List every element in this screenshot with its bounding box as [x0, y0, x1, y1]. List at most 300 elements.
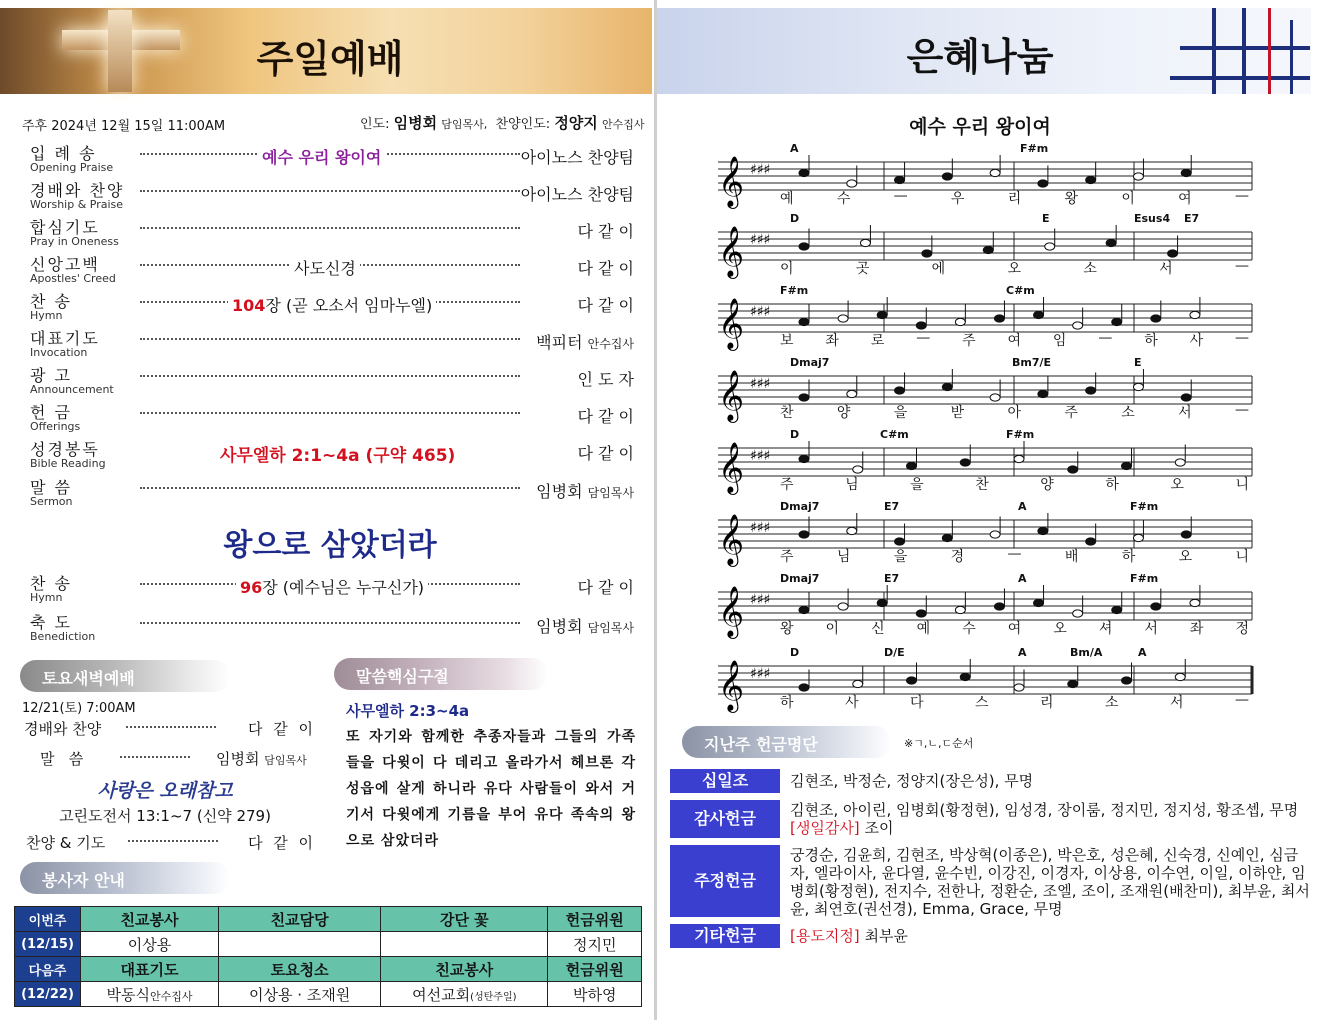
lyric-syllable: —: [1234, 188, 1250, 204]
next-week-date: (12/22): [15, 982, 81, 1007]
deco-line-red: [1268, 8, 1271, 94]
music-note: [960, 459, 970, 466]
lyric-syllable: 소: [1121, 405, 1136, 421]
praise-label: 찬양인도:: [495, 117, 551, 132]
order-ko: 입 례 송: [30, 144, 97, 163]
order-right: 다 같 이: [577, 296, 634, 315]
lyric-syllable: 로: [870, 333, 886, 349]
lyric-syllable: —: [916, 330, 932, 346]
dawn-row2-label: 말 씀: [40, 750, 84, 768]
music-note: [1175, 459, 1185, 466]
order-ko: 말 씀: [30, 478, 72, 497]
dawn-service-pill: 토요새벽예배: [20, 660, 230, 692]
chord-label: F#m: [1006, 428, 1035, 441]
music-note: [1168, 250, 1178, 257]
lyrics-line: [780, 330, 1250, 350]
offering-text-other: [790, 927, 1310, 945]
offering-names: 김현조, 아이린, 임병회(황정현), 임성경, 장이룸, 정지민, 정지성, 황조셉, 무명: [790, 801, 1299, 819]
lyric-syllable: 을: [893, 549, 909, 565]
chord-label: E: [1042, 212, 1050, 225]
music-note: [1014, 684, 1024, 691]
lyric-syllable: 오: [1178, 549, 1194, 565]
table-header: 헌금위원: [548, 957, 642, 982]
music-note: [1045, 243, 1055, 250]
page-divider: [654, 0, 657, 1020]
chord-label: Bm/A: [1070, 646, 1103, 659]
order-en: Opening Praise: [30, 161, 114, 174]
order-right: [536, 330, 634, 353]
music-note: [799, 684, 809, 691]
music-note: [916, 322, 926, 329]
music-note: [1068, 680, 1078, 687]
treble-clef-icon: 𝄞: [718, 660, 745, 711]
music-note: [1181, 394, 1191, 401]
lyric-syllable: 양: [1040, 477, 1055, 493]
chord-label: E: [1134, 356, 1142, 369]
dawn-title: 사랑은 오래참고: [97, 780, 233, 802]
music-note: [983, 246, 993, 253]
chord-label: Dmaj7: [790, 356, 830, 369]
lyric-syllable: 임: [1052, 333, 1068, 349]
music-note: [1106, 239, 1116, 246]
order-row-sermon: [30, 479, 634, 513]
lyrics-line: [780, 618, 1250, 638]
sermon-title: 왕으로 삼았더라: [223, 528, 437, 563]
this-week-date: (12/15): [15, 932, 81, 957]
order-mid: 예수 우리 왕이여: [258, 145, 385, 168]
this-week-label: 이번주: [15, 907, 81, 932]
table-header: 토요청소: [219, 957, 381, 982]
key-signature-icon: ♯♯♯: [750, 232, 771, 248]
offering-tag: [생일감사]: [790, 819, 860, 837]
table-row: [15, 957, 642, 982]
music-note: [990, 394, 1000, 401]
servants-table: [14, 906, 642, 1007]
music-note: [1073, 610, 1083, 617]
lyric-syllable: 배: [1064, 549, 1080, 565]
music-note: [895, 387, 905, 394]
table-cell: [381, 982, 548, 1007]
music-note: [895, 538, 905, 545]
next-week-label: 다음주: [15, 957, 81, 982]
chord-label: F#m: [1130, 500, 1159, 513]
order-row-prayer: [30, 219, 634, 253]
offering-tag: [용도지정]: [790, 927, 860, 945]
music-note: [799, 243, 809, 250]
chord-label: D/E: [884, 646, 905, 659]
music-note: [1122, 462, 1132, 469]
music-note: [1073, 322, 1083, 329]
hymn-number: 104: [232, 296, 266, 315]
music-note: [1122, 677, 1132, 684]
dot-leader: [140, 338, 520, 340]
lyric-syllable: 서: [1178, 405, 1193, 421]
hymn-title: 장 (곧 오소서 임마누엘): [265, 296, 433, 315]
lyric-syllable: 소: [1105, 695, 1120, 711]
treble-clef-icon: 𝄞: [718, 156, 745, 207]
worship-date: 주후 2024년 12월 15일 11:00AM: [22, 119, 226, 134]
table-header: 헌금위원: [548, 907, 642, 932]
music-note: [1014, 455, 1024, 462]
song-title: 예수 우리 왕이여: [909, 116, 1051, 138]
key-signature-icon: ♯♯♯: [750, 520, 771, 536]
lyric-syllable: 우: [950, 191, 966, 207]
dawn-row1-right: 다 같 이: [248, 720, 317, 738]
music-note: [990, 531, 1000, 538]
lyrics-line: [780, 188, 1250, 208]
chord-label: Esus4: [1134, 212, 1171, 225]
lyrics-line: [780, 692, 1250, 712]
chord-label: D: [790, 212, 800, 225]
music-note: [907, 677, 917, 684]
lyrics-line: [780, 474, 1250, 494]
music-note: [1112, 318, 1122, 325]
table-cell: 정지민: [548, 932, 642, 957]
order-row-offerings: [30, 404, 634, 438]
deco-line: [1170, 76, 1310, 80]
order-ko: 광 고: [30, 366, 72, 385]
lyrics-line: [780, 546, 1250, 566]
order-right: 다 같 이: [577, 259, 634, 278]
lyric-syllable: 주: [780, 477, 795, 493]
music-note: [1181, 531, 1191, 538]
order-en: Apostles' Creed: [30, 272, 116, 285]
lyric-syllable: 양: [836, 405, 852, 421]
lyric-syllable: 정: [1235, 621, 1250, 637]
music-note: [955, 318, 965, 325]
lyric-syllable: 왕: [780, 621, 795, 637]
table-cell: 이상용 · 조재원: [219, 982, 381, 1007]
order-mid: [228, 293, 436, 316]
order-row-hymn-2: [30, 575, 634, 609]
key-signature-icon: ♯♯♯: [750, 304, 771, 320]
music-note: [799, 169, 809, 176]
music-note: [907, 462, 917, 469]
order-row-announcement: [30, 367, 634, 401]
praise-role: 안수집사: [601, 118, 645, 131]
key-verse-text: 또 자기와 함께한 추종자들과 그들의 가족들을 다윗이 다 데리고 올라가서 헤브론 각 성읍에 살게 하니라 유다 사람들이 와서 거기서 다윗에게 기름을 부어 유다 족속의 왕으로 삼았더라: [346, 729, 636, 849]
cross-icon-vertical: [108, 10, 132, 92]
dot-leader: [120, 756, 190, 758]
lyric-syllable: 이: [1121, 191, 1136, 207]
lyric-syllable: 하: [1121, 549, 1137, 565]
dawn-date: 12/21(토) 7:00AM: [22, 701, 136, 716]
order-ko: 신앙고백: [30, 255, 100, 274]
table-header: 친교봉사: [81, 907, 219, 932]
lyric-syllable: 서: [1144, 621, 1159, 637]
table-row: [15, 982, 642, 1007]
music-note: [1175, 673, 1185, 680]
lyric-syllable: 주: [962, 333, 977, 349]
music-note: [847, 527, 857, 534]
music-note: [877, 599, 887, 606]
chord-label: E7: [1184, 212, 1200, 225]
hymn-title: 장 (예수님은 누구신가): [262, 578, 425, 597]
lyric-syllable: 니: [1235, 549, 1250, 565]
chord-label: E7: [884, 572, 900, 585]
music-note: [799, 531, 809, 538]
cell-name: 박동식: [106, 985, 150, 1004]
lyric-syllable: 하: [780, 695, 795, 711]
table-header: 친교봉사: [381, 957, 548, 982]
dawn-row3-right: 다 같 이: [248, 834, 317, 852]
music-note: [916, 610, 926, 617]
lyric-syllable: —: [1098, 330, 1114, 346]
music-note: [799, 394, 809, 401]
order-en: Hymn: [30, 309, 63, 322]
music-note: [1086, 176, 1096, 183]
order-right: 아이노스 찬양팀: [520, 185, 634, 204]
order-right-role: 담임목사: [587, 486, 634, 500]
lyric-syllable: 오: [1170, 477, 1185, 493]
chord-label: Dmaj7: [780, 572, 820, 585]
lyric-syllable: 하: [1144, 333, 1159, 349]
music-note: [955, 606, 965, 613]
music-note: [1038, 390, 1048, 397]
music-note: [838, 315, 848, 322]
leader-role: 담임목사,: [441, 118, 488, 131]
order-right-role: 담임목사: [587, 621, 634, 635]
leader-label: 인도:: [360, 117, 390, 132]
lyric-syllable: 니: [1235, 477, 1250, 493]
page-title-sunday-worship: 주일예배: [256, 36, 404, 81]
dot-leader: [140, 622, 520, 624]
music-note: [847, 390, 857, 397]
music-note: [838, 603, 848, 610]
key-verse-pill: 말씀핵심구절: [334, 658, 548, 690]
order-ko: 합심기도: [30, 218, 100, 237]
lyric-syllable: 을: [893, 405, 909, 421]
deco-line: [1242, 8, 1246, 94]
dot-leader: [140, 487, 520, 489]
music-note: [1133, 383, 1143, 390]
order-right: 다 같 이: [577, 222, 634, 241]
table-cell: [81, 982, 219, 1007]
lyric-syllable: 경: [950, 549, 966, 565]
music-note: [922, 250, 932, 257]
dot-leader: [126, 726, 216, 728]
order-row-hymn-1: [30, 293, 634, 327]
table-row: [15, 932, 642, 957]
lyric-syllable: 아: [1007, 405, 1023, 421]
lyric-syllable: 을: [910, 477, 925, 493]
music-note: [994, 603, 1004, 610]
music-note: [799, 606, 809, 613]
lyric-syllable: 님: [845, 477, 860, 493]
lyric-syllable: 받: [950, 405, 966, 421]
order-en: Sermon: [30, 495, 73, 508]
key-signature-icon: ♯♯♯: [750, 592, 771, 608]
chord-label: A: [1018, 646, 1027, 659]
offering-label-thanks: 감사헌금: [670, 800, 780, 838]
order-ko: 경배와 찬양: [30, 181, 125, 200]
treble-clef-icon: 𝄞: [718, 226, 745, 277]
lyric-syllable: 왕: [1064, 191, 1080, 207]
hymn-number: 96: [240, 578, 263, 597]
order-ko: 찬 송: [30, 574, 72, 593]
order-row-invocation: [30, 330, 634, 364]
lyric-syllable: 찬: [975, 477, 990, 493]
music-note: [847, 180, 857, 187]
dawn-row2-right: [216, 748, 307, 769]
order-row-benediction: [30, 614, 634, 648]
order-ko: 성경봉독: [30, 440, 100, 459]
offering-text-thanks: [790, 801, 1310, 837]
lyric-syllable: 보: [780, 333, 795, 349]
order-row-creed: [30, 256, 634, 290]
music-note: [942, 534, 952, 541]
order-right: 다 같 이: [577, 578, 634, 597]
offering-list-pill: 지난주 헌금명단: [682, 726, 892, 758]
dawn-reference: 고린도전서 13:1~7 (신약 279): [59, 807, 271, 825]
order-right-name: 임병회: [536, 482, 583, 501]
chord-label: A: [1018, 500, 1027, 513]
lyrics-line: [780, 402, 1250, 422]
lyric-syllable: —: [1235, 692, 1250, 708]
dot-leader: [140, 227, 520, 229]
leader-name: 임병회: [393, 114, 438, 132]
lyric-syllable: 다: [910, 695, 925, 711]
dot-leader: [140, 375, 520, 377]
offering-label-tithe: 십일조: [670, 769, 780, 793]
offering-label-other: 기타헌금: [670, 924, 780, 948]
order-mid: 사무엘하 2:1~4a (구약 465): [216, 441, 459, 466]
offering-text-weekly: 궁경순, 김윤희, 김현조, 박상혁(이종은), 박은호, 성은혜, 신숙경, 신예인, 심금자, 엘라이사, 윤다열, 윤수빈, 이강진, 이경자, 이상용, 이수연, 이일, 이하얀, 임병회(황정현), 전지수, 전한나, 정환순, 조엘, 조이, 조재원(배찬미), 최부윤, 최서윤, 최연호(권선경), Emma, Grace, 무명: [790, 846, 1310, 918]
music-note: [942, 173, 952, 180]
page-title-grace-sharing: 은혜나눔: [906, 34, 1054, 79]
music-note: [1038, 180, 1048, 187]
lyric-syllable: —: [893, 188, 909, 204]
music-note: [1038, 527, 1048, 534]
lyric-syllable: 하: [1105, 477, 1120, 493]
chord-label: F#m: [780, 284, 809, 297]
lyric-syllable: 좌: [1189, 621, 1205, 637]
order-right-role: 안수집사: [587, 337, 634, 351]
music-note: [1151, 315, 1161, 322]
praise-name: 정양지: [554, 114, 598, 132]
table-cell: 이상용: [81, 932, 219, 957]
key-signature-icon: ♯♯♯: [750, 666, 771, 682]
chord-label: F#m: [1130, 572, 1159, 585]
table-cell: 박하영: [548, 982, 642, 1007]
lyric-syllable: 예: [916, 621, 932, 637]
lyric-syllable: 수: [836, 191, 852, 207]
music-note: [1190, 311, 1200, 318]
lyric-syllable: —: [1007, 546, 1023, 562]
treble-clef-icon: 𝄞: [718, 298, 745, 349]
treble-clef-icon: 𝄞: [718, 370, 745, 421]
treble-clef-icon: 𝄞: [718, 442, 745, 493]
dawn-row3-label: 찬양 & 기도: [26, 834, 106, 852]
lyric-syllable: —: [1235, 330, 1250, 346]
offering-label-weekly: 주정헌금: [670, 845, 780, 917]
order-right: [536, 614, 634, 637]
cell-role: 안수집사: [149, 989, 193, 1003]
lyric-syllable: 소: [1083, 261, 1098, 277]
order-ko: 헌 금: [30, 403, 72, 422]
lyric-syllable: 리: [1040, 695, 1055, 711]
lyric-syllable: 에: [931, 261, 947, 277]
music-note: [799, 318, 809, 325]
deco-line: [1290, 20, 1293, 94]
order-en: Pray in Oneness: [30, 235, 119, 248]
lyric-syllable: 사: [1189, 333, 1205, 349]
order-row-worship-praise: [30, 182, 634, 216]
lyric-syllable: 스: [975, 695, 990, 711]
dot-leader: [140, 412, 520, 414]
order-right: [536, 479, 634, 502]
order-right-name: 백피터: [536, 333, 583, 352]
deco-line: [1212, 8, 1216, 94]
treble-clef-icon: 𝄞: [718, 514, 745, 565]
lyric-syllable: 오: [1007, 261, 1023, 277]
lyric-syllable: 좌: [825, 333, 840, 349]
leaders-line: [360, 112, 644, 133]
chord-label: C#m: [1006, 284, 1035, 297]
music-note: [1133, 173, 1143, 180]
music-note: [853, 680, 863, 687]
music-note: [1086, 538, 1096, 545]
lyric-syllable: —: [1234, 258, 1250, 274]
music-note: [1034, 599, 1044, 606]
chord-label: E7: [884, 500, 900, 513]
chord-label: C#m: [880, 428, 909, 441]
order-en: Bible Reading: [30, 457, 106, 470]
music-note: [990, 169, 1000, 176]
order-en: Worship & Praise: [30, 198, 124, 211]
lyric-syllable: 서: [1170, 695, 1185, 711]
lyric-syllable: 주: [1064, 405, 1079, 421]
lyric-syllable: 찬: [780, 405, 795, 421]
lyric-syllable: 님: [836, 549, 852, 565]
lyric-syllable: 주: [780, 549, 795, 565]
music-note: [1068, 466, 1078, 473]
offering-text-tithe: 김현조, 박정순, 정양지(장은성), 무명: [790, 772, 1034, 790]
music-note: [1112, 606, 1122, 613]
chord-label: D: [790, 646, 800, 659]
lyrics-line: [780, 258, 1250, 278]
order-en: Offerings: [30, 420, 81, 433]
music-note: [895, 176, 905, 183]
order-en: Benediction: [30, 630, 96, 643]
order-right: 인 도 자: [577, 370, 634, 389]
lyric-syllable: 수: [962, 621, 977, 637]
lyric-syllable: 이: [825, 621, 841, 637]
lyric-syllable: 예: [780, 191, 795, 207]
order-row-bible-reading: [30, 441, 634, 475]
offering-tag-name: 최부윤: [864, 927, 908, 945]
cell-name: 여선교회: [412, 985, 471, 1004]
order-mid: [236, 575, 428, 598]
order-en: Hymn: [30, 591, 63, 604]
treble-clef-icon: 𝄞: [718, 586, 745, 637]
key-signature-icon: ♯♯♯: [750, 162, 771, 178]
order-en: Invocation: [30, 346, 88, 359]
music-note: [960, 673, 970, 680]
music-note: [1151, 603, 1161, 610]
lyric-syllable: —: [1235, 402, 1250, 418]
order-ko: 축 도: [30, 613, 72, 632]
table-header: 친교담당: [219, 907, 381, 932]
chord-label: F#m: [1020, 142, 1049, 155]
table-cell: [219, 932, 381, 957]
dawn-preacher-role: 담임목사: [264, 754, 307, 767]
offering-order-note: ※ㄱ,ㄴ,ㄷ순서: [904, 737, 974, 750]
music-note: [1181, 169, 1191, 176]
lyric-syllable: 리: [1007, 191, 1023, 207]
lyric-syllable: 곳: [855, 261, 871, 277]
lyric-syllable: 여: [1007, 333, 1023, 349]
